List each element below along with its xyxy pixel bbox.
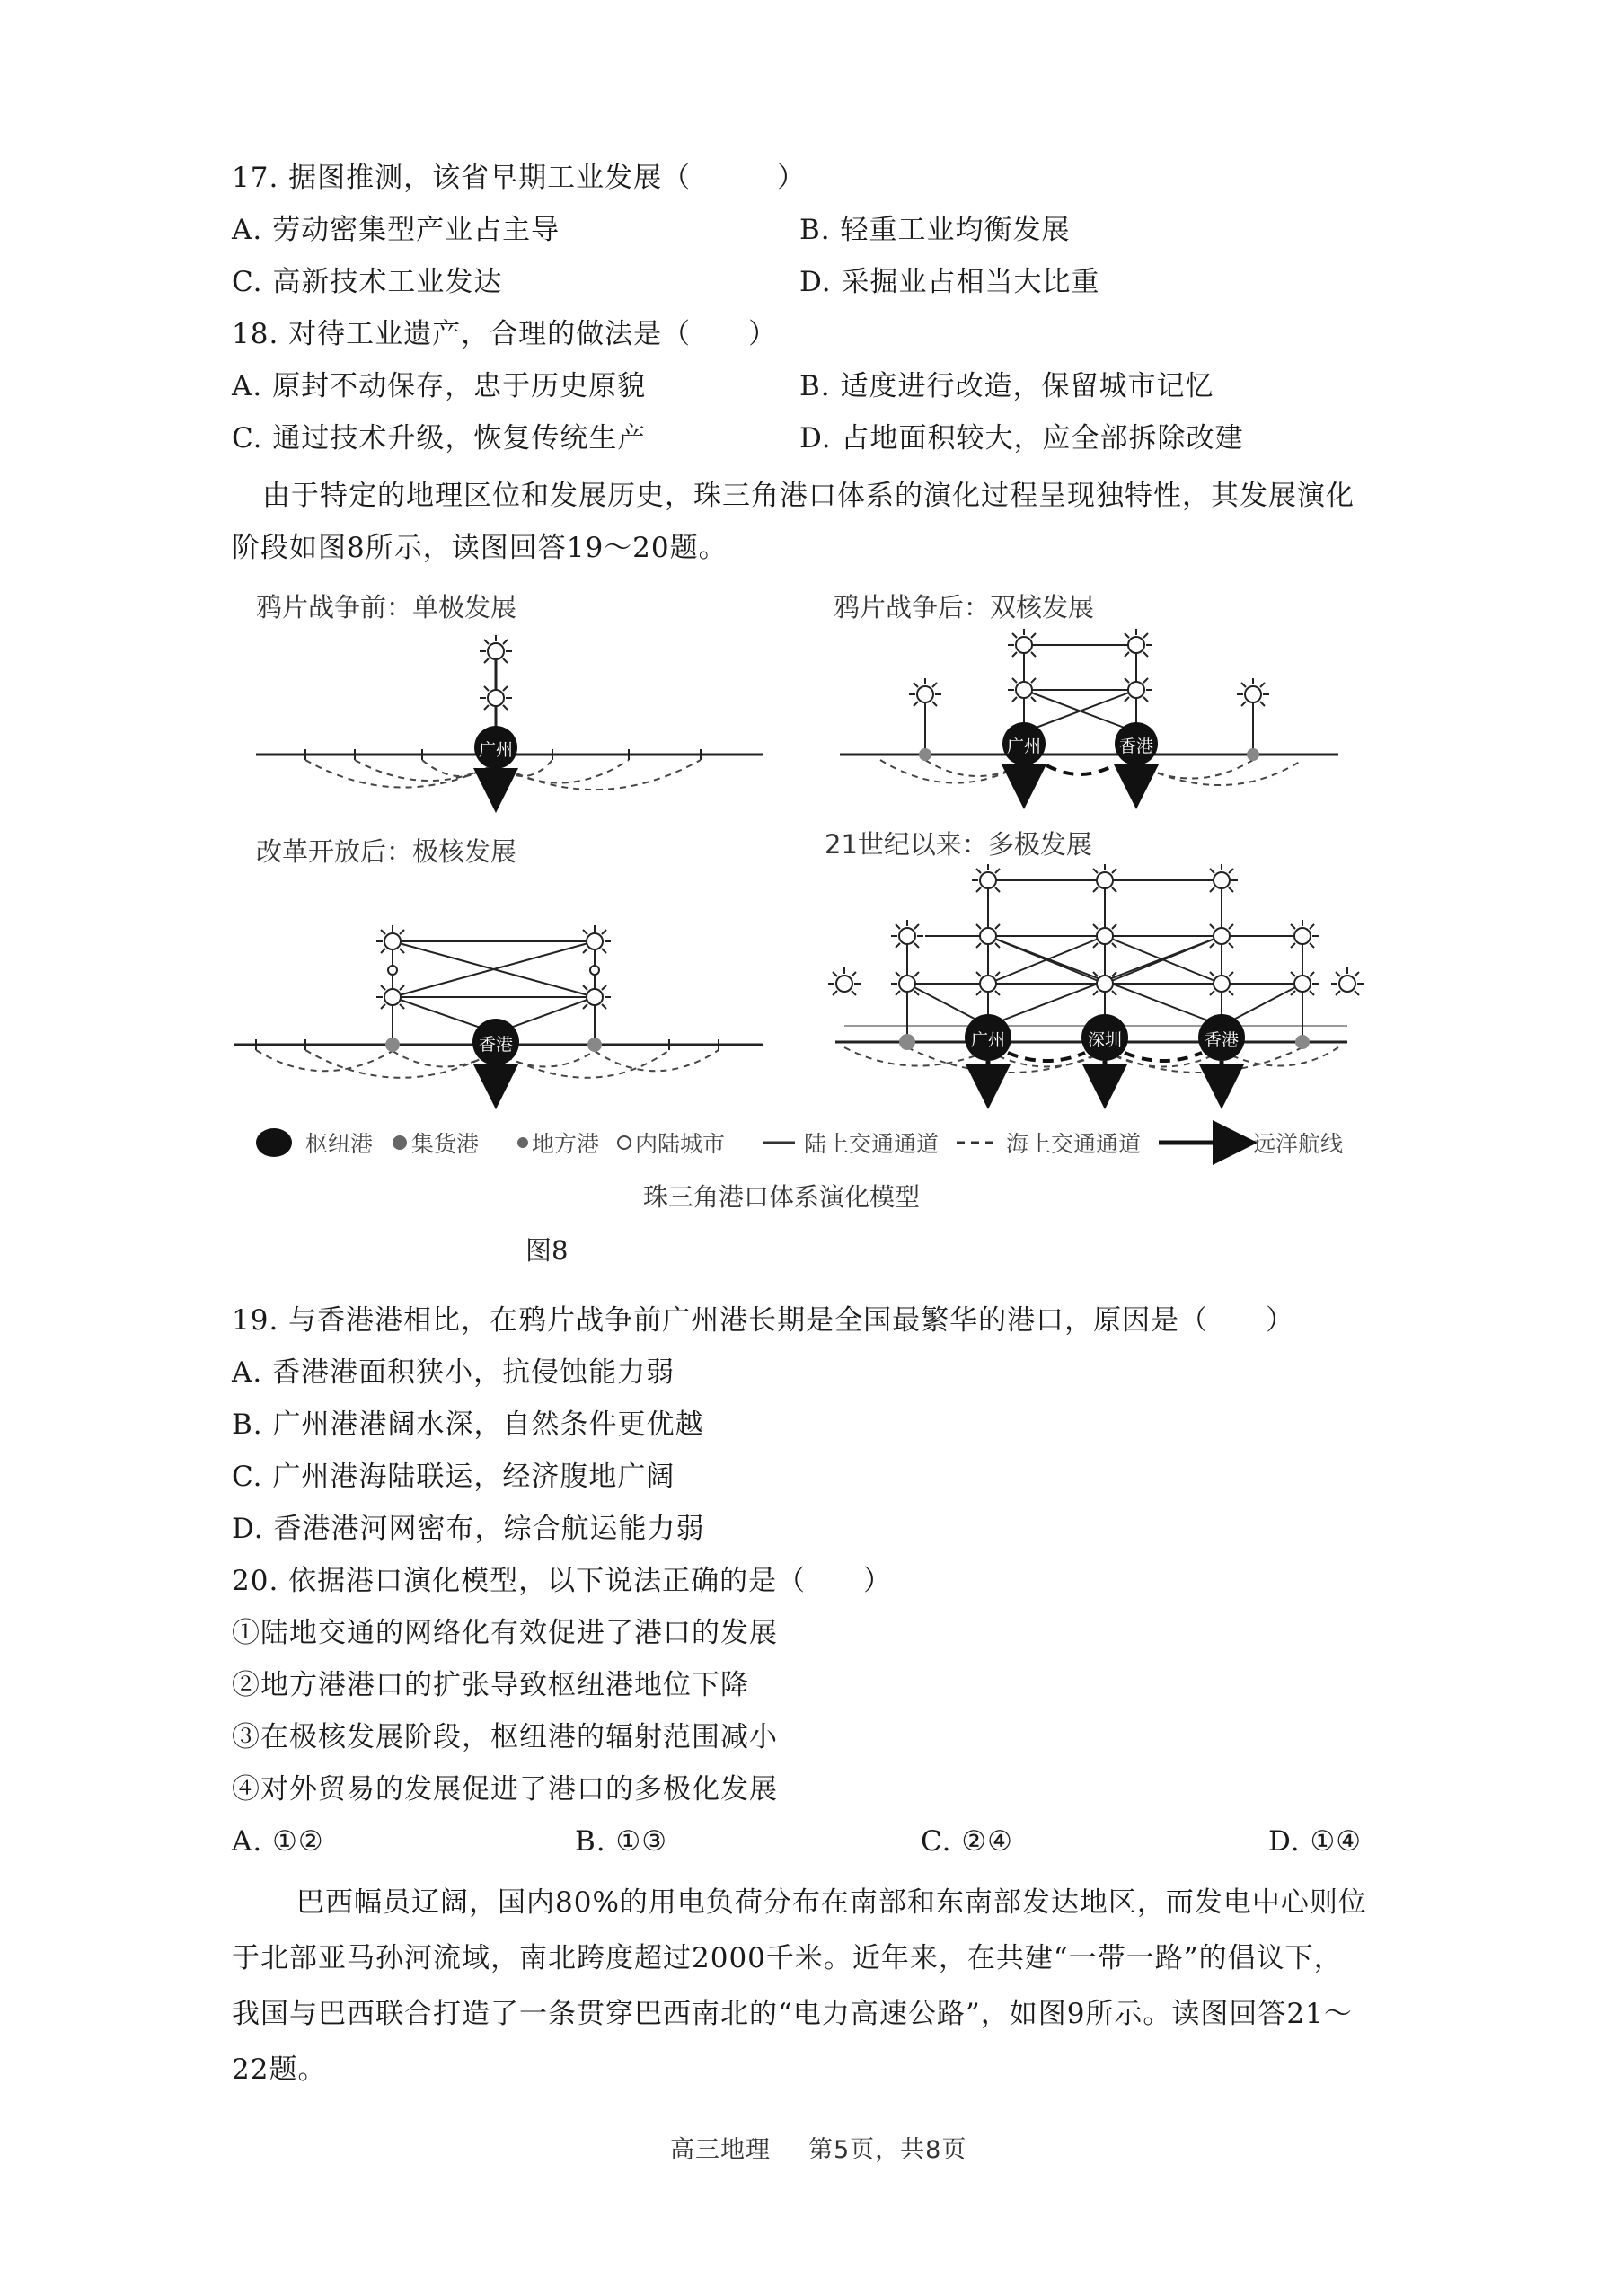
- q20-item-2: ②地方港港口的扩张导致枢纽港地位下降: [232, 1669, 749, 1701]
- legend-feeder-port-icon: [393, 1135, 407, 1150]
- figure8-port-evolution-model: [0, 575, 1624, 1267]
- figure8-legend: [256, 1128, 1343, 1157]
- q18-option-d: D. 占地面积较大，应全部拆除改建: [799, 422, 1244, 455]
- footer-page-number: 第5页，共8页: [808, 2136, 967, 2164]
- q20-stem: 20. 依据港口演化模型，以下说法正确的是（ ）: [232, 1565, 893, 1597]
- city-label-guangzhou: 广州: [970, 1030, 1006, 1050]
- legend-inland-label: 内陆城市: [635, 1131, 726, 1157]
- city-label-shenzhen: 深圳: [1087, 1030, 1123, 1050]
- q19-option-a: A. 香港港面积狭小，抗侵蚀能力弱: [232, 1356, 675, 1389]
- q20-item-3: ③在极核发展阶段，枢纽港的辐射范围减小: [232, 1721, 778, 1753]
- q20-item-4: ④对外贸易的发展促进了港口的多极化发展: [232, 1773, 778, 1806]
- intro2-line3: 我国与巴西联合打造了一条贯穿巴西南北的“电力高速公路”，如图9所示。读图回答21～: [232, 1998, 1353, 2030]
- figure8-label: 图8: [525, 1235, 569, 1266]
- q17-option-c: C. 高新技术工业发达: [232, 266, 503, 298]
- legend-local-port-icon: [517, 1137, 528, 1148]
- intro2-line1: 巴西幅员辽阔，国内80%的用电负荷分布在南部和东南部发达地区，而发电中心则位: [296, 1886, 1367, 1919]
- q20-option-c: C. ②④: [921, 1825, 1013, 1858]
- panel2-diagram: [840, 629, 1338, 787]
- panel4-title: 21世纪以来：多极发展: [825, 829, 1092, 860]
- legend-inland-city-icon: [618, 1136, 631, 1149]
- q19-option-c: C. 广州港海陆联运，经济腹地广阔: [232, 1461, 675, 1493]
- legend-hub-label: 枢纽港: [305, 1131, 374, 1157]
- panel1-diagram: [256, 635, 763, 790]
- panel3-title: 改革开放后：极核发展: [256, 836, 517, 867]
- q19-stem: 19. 与香港港相比，在鸦片战争前广州港长期是全国最繁华的港口，原因是（ ）: [232, 1304, 1295, 1337]
- legend-feeder-label: 集货港: [411, 1131, 480, 1157]
- q20-option-a: A. ①②: [232, 1825, 324, 1858]
- city-label-hongkong: 香港: [1118, 737, 1154, 756]
- q20-item-1: ①陆地交通的网络化有效促进了港口的发展: [232, 1617, 778, 1649]
- city-label-hongkong: 香港: [478, 1035, 514, 1055]
- q18-option-c: C. 通过技术升级，恢复传统生产: [232, 422, 647, 455]
- panel2-title: 鸦片战争后：双核发展: [834, 592, 1095, 623]
- footer-subject: 高三地理: [670, 2136, 771, 2164]
- city-label-hongkong: 香港: [1204, 1030, 1240, 1050]
- legend-local-label: 地方港: [532, 1131, 600, 1157]
- q17-stem: 17. 据图推测，该省早期工业发展（ ）: [232, 162, 807, 194]
- legend-sea-label: 海上交通通道: [1006, 1131, 1142, 1157]
- q18-stem: 18. 对待工业遗产，合理的做法是（ ）: [232, 318, 778, 350]
- city-label-guangzhou: 广州: [1006, 737, 1042, 756]
- legend-ocean-label: 远洋航线: [1253, 1131, 1344, 1157]
- panel4-diagram: [828, 864, 1364, 1087]
- q19-option-d: D. 香港港河网密布，综合航运能力弱: [232, 1513, 705, 1545]
- panel1-title: 鸦片战争前：单极发展: [256, 592, 517, 623]
- panel3-diagram: [234, 925, 763, 1087]
- q17-option-a: A. 劳动密集型产业占主导: [232, 214, 560, 246]
- legend-land-label: 陆上交通通道: [804, 1131, 940, 1157]
- city-label-guangzhou: 广州: [478, 740, 514, 760]
- q18-option-a: A. 原封不动保存，忠于历史原貌: [232, 370, 647, 402]
- q17-option-b: B. 轻重工业均衡发展: [799, 214, 1071, 246]
- intro1-line2: 阶段如图8所示，读图回答19～20题。: [232, 532, 728, 564]
- q19-option-b: B. 广州港港阔水深，自然条件更优越: [232, 1409, 704, 1441]
- q20-option-d: D. ①④: [1268, 1825, 1363, 1858]
- q20-option-b: B. ①③: [575, 1825, 668, 1858]
- intro1-line1: 由于特定的地理区位和发展历史，珠三角港口体系的演化过程呈现独特性，其发展演化: [262, 480, 1355, 512]
- legend-hub-port-icon: [256, 1128, 292, 1157]
- q17-option-d: D. 采掘业占相当大比重: [799, 266, 1100, 298]
- q18-option-b: B. 适度进行改造，保留城市记忆: [799, 370, 1214, 402]
- intro2-line2: 于北部亚马孙河流域，南北跨度超过2000千米。近年来，在共建“一带一路”的倡议下，: [232, 1942, 1343, 1974]
- figure8-model-title: 珠三角港口体系演化模型: [642, 1182, 921, 1212]
- intro2-line4: 22题。: [232, 2053, 327, 2086]
